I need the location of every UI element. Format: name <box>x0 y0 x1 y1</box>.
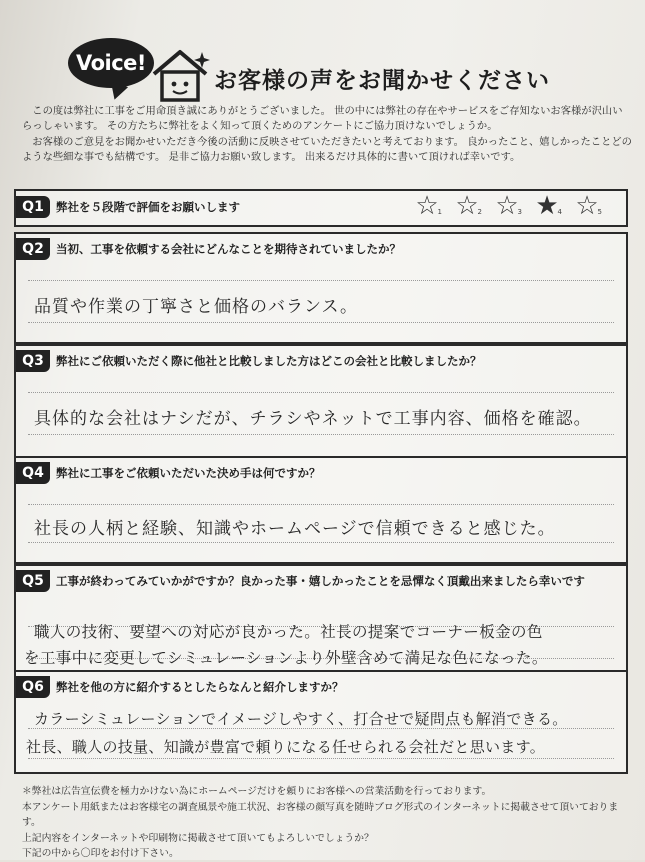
footer-line-2: 本アンケート用紙またはお客様宅の調査風景や施工状況、お客様の顔写真を随時ブログ形式のインターネットに掲載させて頂いております。 <box>22 801 619 829</box>
question-2-box <box>14 232 628 344</box>
question-4-box <box>14 456 628 564</box>
answer-rule <box>28 392 614 393</box>
question-2-text: 当初、工事を依頼する会社にどんなことを期待されていましたか？ <box>56 242 401 256</box>
question-2-number: Q2 <box>16 238 50 260</box>
question-4-text: 弊社に工事をご依頼いただいた決め手は何ですか？ <box>56 466 321 480</box>
question-2-answer[interactable]: 品質や作業の丁寧さと価格のバランス。 <box>34 297 358 317</box>
rating-stars[interactable] <box>414 193 600 219</box>
footer-line-1: ＊弊社は広告宣伝費を極力かけない為にホームページだけを頼りにお客様への営業活動を行っております。 <box>22 786 492 797</box>
star-1-symbol: ☆ <box>415 191 439 221</box>
answer-rule <box>28 504 614 505</box>
page-title: お客様の声をお聞かせください <box>214 68 550 94</box>
intro-text <box>22 104 632 164</box>
answer-rule <box>28 542 614 543</box>
star-2-symbol: ☆ <box>455 191 479 221</box>
question-5-number: Q5 <box>16 570 50 592</box>
question-3-answer[interactable]: 具体的な会社はナシだが、チラシやネットで工事内容、価格を確認。 <box>34 409 592 429</box>
star-5-symbol: ☆ <box>575 191 599 221</box>
question-4-answer[interactable]: 社長の人柄と経験、知識やホームページで信頼できると感じた。 <box>34 519 556 539</box>
house-icon <box>150 46 212 106</box>
footer-line-3: 上記内容をインターネットや印刷物に掲載させて頂いてもよろしいでしょうか？ <box>22 832 374 844</box>
question-1-text: 弊社を５段階で評価をお願いします <box>56 200 240 214</box>
question-1-number: Q1 <box>16 196 50 218</box>
star-4-icon[interactable] <box>534 193 560 219</box>
question-6-text: 弊社を他の方に紹介するとしたらなんと紹介しますか？ <box>56 680 344 694</box>
voice-badge <box>68 38 154 88</box>
star-1-icon[interactable] <box>414 193 440 219</box>
star-5-label: 5 <box>597 208 602 216</box>
answer-rule <box>28 758 614 759</box>
question-1-box <box>14 189 628 227</box>
star-3-label: 3 <box>517 208 522 216</box>
question-4-number: Q4 <box>16 462 50 484</box>
question-5-answer-line-2[interactable]: を工事中に変更してシミュレーションより外壁含めて満足な色になった。 <box>24 649 548 667</box>
voice-badge-label: Voice! <box>76 51 146 75</box>
star-2-label: 2 <box>477 208 482 216</box>
star-3-icon[interactable] <box>494 193 520 219</box>
footer-notes <box>22 784 632 862</box>
question-6-answer-line-1[interactable]: カラーシミュレーションでイメージしやすく、打合せで疑問点も解消できる。 <box>34 710 568 728</box>
question-3-number: Q3 <box>16 350 50 372</box>
star-1-label: 1 <box>437 208 442 216</box>
star-5-icon[interactable] <box>574 193 600 219</box>
star-4-symbol: ★ <box>535 191 559 221</box>
answer-rule <box>28 434 614 435</box>
question-3-text: 弊社にご依頼いただく際に他社と比較しました方はどこの会社と比較しましたか？ <box>56 354 482 368</box>
question-5-answer-line-1[interactable]: 職人の技術、要望への対応が良かった。社長の提案でコーナー板金の色 <box>34 623 543 641</box>
intro-paragraph-1: この度は弊社に工事をご用命頂き誠にありがとうございました。 世の中には弊社の存在やサービスをご存知ないお客様が沢山いらっしゃいます。 その方たちに弊社をよく知って頂くためのアンケートにご協力頂けないでしょうか。 <box>22 105 623 132</box>
question-6-answer-line-2[interactable]: 社長、職人の技量、知識が豊富で頼りになる任せられる会社だと思います。 <box>26 738 546 756</box>
star-4-label: 4 <box>557 208 562 216</box>
answer-rule <box>28 280 614 281</box>
answer-rule <box>28 322 614 323</box>
question-3-box <box>14 344 628 458</box>
intro-paragraph-2: お客様のご意見をお聞かせいただき今後の活動に反映させていただきたいと考えております。 良かったこと、嬉しかったことどのような些細な事でも結構です。 是非ご協力お願い致します。 出来るだけ具体的に書いて頂ければ幸いです。 <box>22 136 632 163</box>
question-5-box <box>14 564 628 672</box>
star-3-symbol: ☆ <box>495 191 519 221</box>
question-6-number: Q6 <box>16 676 50 698</box>
star-2-icon[interactable] <box>454 193 480 219</box>
question-5-text: 工事が終わってみていかがですか？良かった事・嬉しかったことを忌憚なく頂戴出来ましたら幸いです <box>56 574 585 588</box>
footer-line-4: 下記の中から〇印をお付け下さい。 <box>22 848 179 860</box>
question-6-box <box>14 670 628 774</box>
